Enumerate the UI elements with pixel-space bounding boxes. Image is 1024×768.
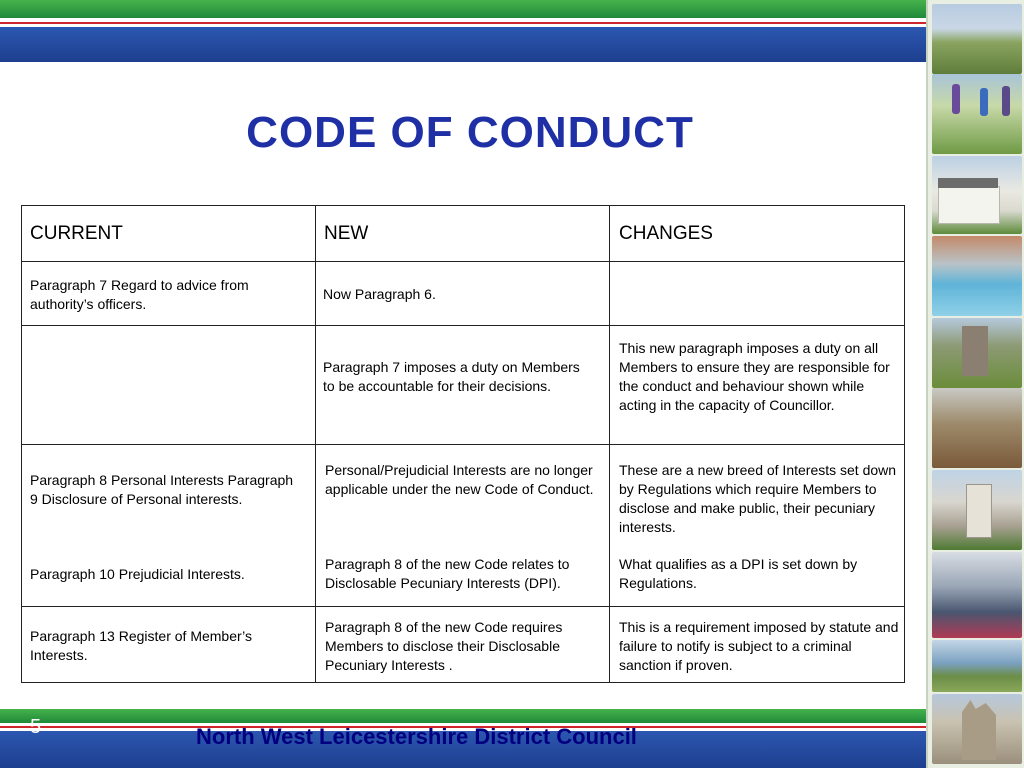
row3-current-a: Paragraph 8 Personal Interests Paragraph 9 Disclosure of Personal interests. (30, 472, 294, 507)
header-changes: CHANGES (619, 223, 713, 244)
slide-number: 5 (30, 716, 42, 738)
castle-ruin-photo (932, 694, 1022, 764)
stone-tower-photo (932, 318, 1022, 388)
row1-current: Paragraph 7 Regard to advice from authority’s officers. (30, 277, 249, 312)
row3-new-a: Personal/Prejudicial Interests are no longer applicable under the new Code of Conduct. (325, 462, 594, 497)
header-blue-stripe (0, 27, 926, 62)
river-reeds-photo (932, 640, 1022, 692)
table-row-divider (22, 444, 904, 445)
row4-changes: This is a requirement imposed by statute and failure to notify is subject to a criminal sanction if proven. (619, 619, 899, 673)
table-row-divider (22, 325, 904, 326)
outdoor-pool-photo (932, 236, 1022, 316)
row2-new: Paragraph 7 imposes a duty on Members to be accountable for their decisions. (323, 359, 580, 394)
white-cottages-photo (932, 156, 1022, 234)
slide-title: CODE OF CONDUCT (246, 108, 694, 157)
row4-current: Paragraph 13 Register of Member’s Interests. (30, 628, 253, 663)
header-current: CURRENT (30, 223, 123, 244)
market-stall-photo (932, 388, 1022, 468)
header-new: NEW (324, 223, 369, 244)
row2-changes: This new paragraph imposes a duty on all Members to ensure they are responsible for the conduct and behaviour shown while acting in the capacity of Councillor. (619, 340, 890, 413)
table-row-divider (22, 261, 904, 262)
hill-landscape-photo (932, 4, 1022, 74)
tower-house-photo (932, 470, 1022, 550)
row3-changes-a: These are a new breed of Interests set down by Regulations which require Members to disclose and make public, their pecuniary interests. (619, 462, 897, 535)
row3-new-b: Paragraph 8 of the new Code relates to Disclosable Pecuniary Interests (DPI). (325, 556, 570, 591)
row3-changes-b: What qualifies as a DPI is set down by Regulations. (619, 556, 858, 591)
row4-new: Paragraph 8 of the new Code requires Members to disclose their Disclosable Pecuniary Interests . (325, 619, 563, 673)
header-band (0, 0, 926, 62)
header-green-stripe (0, 0, 926, 18)
header-red-line (0, 22, 926, 24)
footer-green-stripe (0, 709, 926, 723)
children-playing-photo (932, 74, 1022, 154)
row3-current-b: Paragraph 10 Prejudicial Interests. (30, 566, 245, 582)
code-of-conduct-table (21, 205, 905, 683)
row1-new: Now Paragraph 6. (323, 286, 436, 302)
footer-council-name: North West Leicestershire District Council (196, 724, 637, 749)
table-row-divider (22, 606, 904, 607)
photo-strip (926, 0, 1024, 768)
header-white-line (0, 19, 926, 21)
festival-crowd-photo (932, 552, 1022, 638)
